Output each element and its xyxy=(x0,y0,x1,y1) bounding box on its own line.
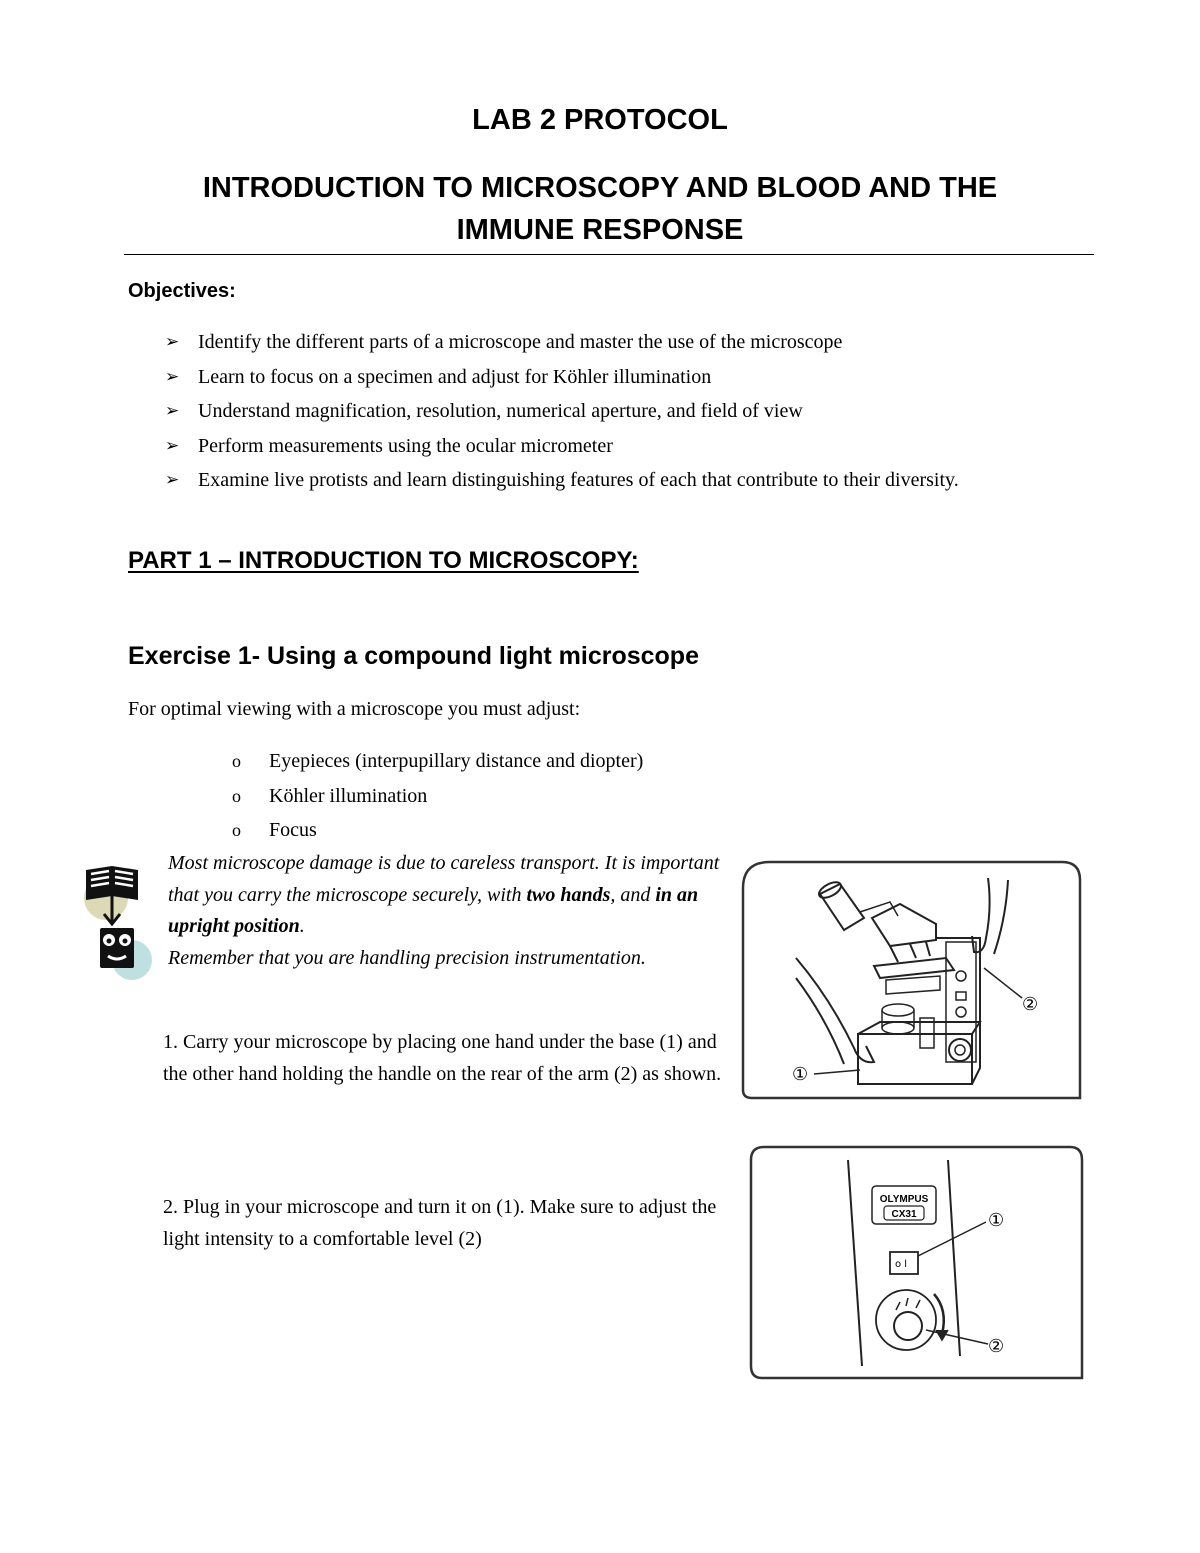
list-item xyxy=(163,394,1083,429)
step1-text: 1. Carry your microscope by placing one hand under the base (1) and the other hand holding the handle on the rear of the arm (2) as shown. xyxy=(163,1031,722,1085)
model-label: CX31 xyxy=(891,1209,917,1220)
title-divider xyxy=(124,254,1094,255)
objective-text: Understand magnification, resolution, numerical aperture, and field of view xyxy=(198,400,803,422)
transport-note xyxy=(168,848,728,974)
note-text: Most microscope damage is due to careless transport. It is important that you carry the microscope securely, with xyxy=(168,852,720,906)
adjustments-list xyxy=(232,744,643,848)
note-text: Remember that you are handling precision instrumentation. xyxy=(168,946,646,969)
note-emphasis: two hands xyxy=(526,883,611,906)
objective-text: Identify the different parts of a microscope and master the use of the microscope xyxy=(198,331,843,353)
objectives-heading: Objectives: xyxy=(128,280,236,302)
arrow-bullet-icon: ➢ xyxy=(165,435,180,455)
list-item xyxy=(163,325,1083,360)
switch-label: o l xyxy=(895,1259,908,1270)
list-item xyxy=(163,360,1083,395)
list-item xyxy=(232,744,643,779)
document-title: LAB 2 PROTOCOL xyxy=(472,104,728,136)
list-item xyxy=(232,779,643,814)
note-text: , and xyxy=(610,883,656,906)
note-text: . xyxy=(299,915,305,937)
objectives-list xyxy=(163,325,1083,498)
document-subtitle-line2: IMMUNE RESPONSE xyxy=(456,214,744,246)
arrow-bullet-icon: ➢ xyxy=(165,470,180,489)
adjustment-text: Focus xyxy=(269,819,317,841)
book-reader-icon xyxy=(80,862,156,982)
arrow-bullet-icon: ➢ xyxy=(165,332,180,351)
note-emphasis: in an upright position xyxy=(168,883,699,937)
circle-bullet-icon: o xyxy=(232,785,241,806)
exercise1-heading: Exercise 1- Using a compound light microscope xyxy=(128,642,699,670)
list-item xyxy=(232,813,643,848)
power-switch-figure xyxy=(748,1144,1086,1382)
arrow-bullet-icon: ➢ xyxy=(165,366,180,386)
circle-bullet-icon: o xyxy=(232,820,241,840)
list-item xyxy=(163,429,1083,464)
callout-2: ② xyxy=(988,1336,1005,1357)
arrow-bullet-icon: ➢ xyxy=(165,401,180,420)
callout-1: ① xyxy=(792,1064,809,1085)
step2-text: 2. Plug in your microscope and turn it on (1). Make sure to adjust the light intensity to a comfortable level (2) xyxy=(163,1196,717,1250)
brand-label: OLYMPUS xyxy=(879,1194,929,1205)
exercise1-intro: For optimal viewing with a microscope you must adjust: xyxy=(128,698,581,720)
callout-2: ② xyxy=(1022,994,1039,1015)
callout-1: ① xyxy=(988,1210,1005,1231)
circle-bullet-icon: o xyxy=(232,751,241,771)
objective-text: Learn to focus on a specimen and adjust for Köhler illumination xyxy=(198,365,712,388)
list-item xyxy=(163,463,1083,498)
carry-microscope-figure xyxy=(740,858,1086,1104)
adjustment-text: Eyepieces (interpupillary distance and diopter) xyxy=(269,750,644,772)
part1-heading: PART 1 – INTRODUCTION TO MICROSCOPY: xyxy=(128,547,639,574)
objective-text: Examine live protists and learn distinguishing features of each that contribute to their diversity. xyxy=(198,469,959,491)
adjustment-text: Köhler illumination xyxy=(269,784,428,807)
objective-text: Perform measurements using the ocular micrometer xyxy=(198,434,613,457)
document-subtitle-line1: INTRODUCTION TO MICROSCOPY AND BLOOD AND THE xyxy=(202,172,998,204)
